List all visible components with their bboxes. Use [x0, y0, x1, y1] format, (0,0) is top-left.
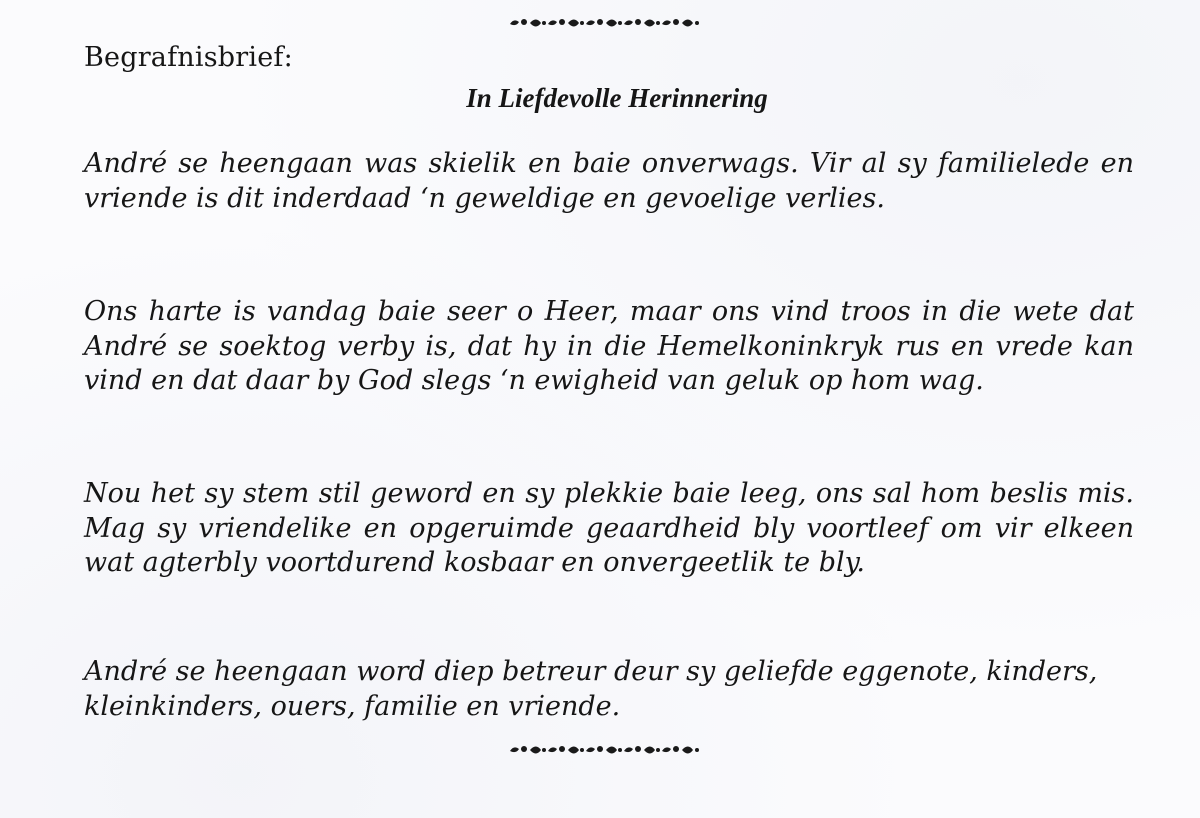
- paragraph-3: Nou het sy stem stil geword en sy plekkie baie leeg, ons sal hom beslis mis. Mag sy vriendelike en opgeruimde geaardheid bly voortleef om vir elkeen wat agterbly voortdurend kosbaar en onvergeetlik te bly.: [84, 478, 1134, 578]
- floral-divider-icon: [508, 14, 704, 32]
- paragraph-1: André se heengaan was skielik en baie onverwags. Vir al sy familielede en vriende is dit inderdaad ‘n geweldige en gevoelige verlies.: [84, 148, 1134, 214]
- letter-subtitle: In Liefdevolle Herinnering: [466, 83, 768, 113]
- paragraph-2: Ons harte is vandag baie seer o Heer, maar ons vind troos in die wete dat André se soektog verby is, dat hy in die Hemelkoninkryk rus en vrede kan vind en dat daar by God slegs ‘n ewigheid van geluk op hom wag.: [84, 296, 1134, 396]
- paragraph-4: André se heengaan word diep betreur deur sy geliefde eggenote, kinders, kleinkinders, ouers, familie en vriende.: [84, 656, 1098, 722]
- letter-heading: Begrafnisbrief:: [84, 42, 293, 73]
- floral-divider-icon: [508, 741, 704, 759]
